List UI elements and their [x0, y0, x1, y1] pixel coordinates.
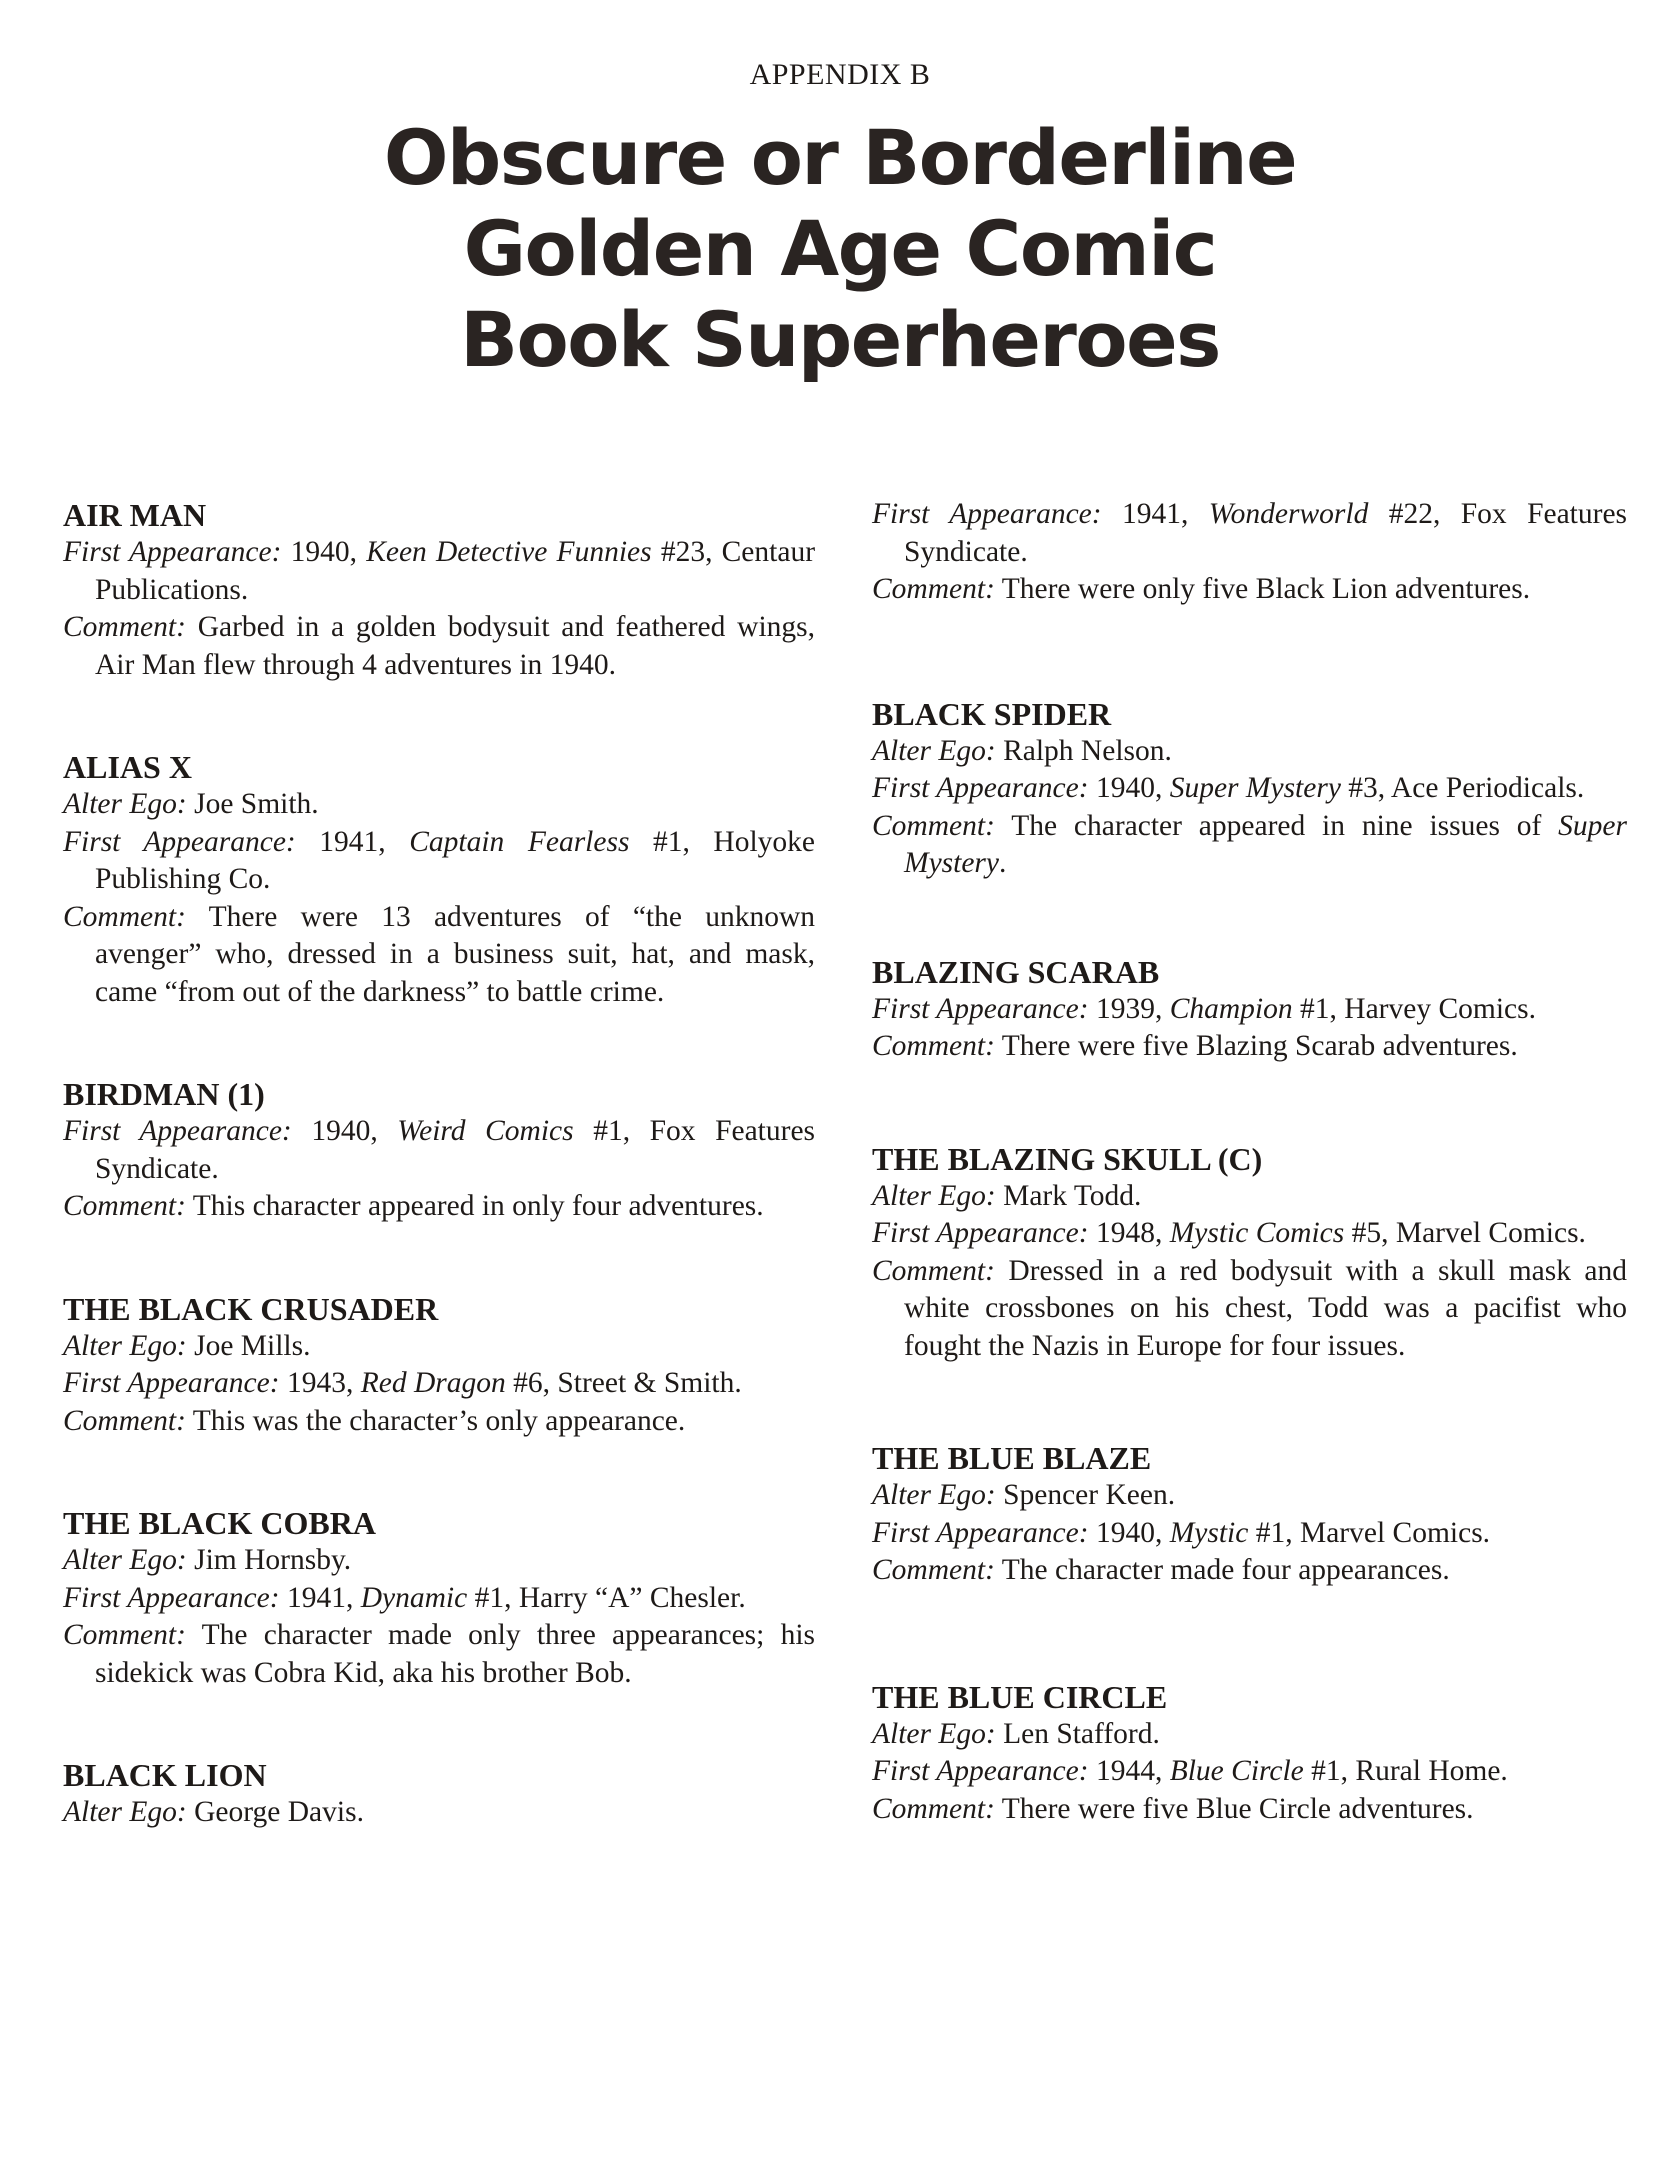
comment — [872, 1253, 1627, 1366]
first-appearance-title: Mystic Comics — [1169, 1217, 1345, 1249]
entry-birdman — [63, 1075, 815, 1226]
comment — [63, 1188, 815, 1226]
alter-ego — [872, 733, 1627, 771]
first-appearance-title: Weird Comics — [397, 1115, 574, 1147]
first-appearance-year: 1944, — [1095, 1755, 1163, 1787]
comment-label: Comment: — [63, 1190, 186, 1222]
entry-blazing-scarab — [872, 953, 1627, 1066]
comment-title: Super Mystery — [904, 809, 1627, 879]
alter-ego-label: Alter Ego: — [872, 1717, 996, 1750]
comment-punctuation: . — [999, 847, 1007, 879]
comment-label: Comment: — [63, 900, 186, 933]
entry-name: THE BLAZING SKULL (C) — [872, 1140, 1263, 1177]
comment-label: Comment: — [63, 611, 186, 643]
first-appearance-publisher: #3, Ace Periodicals. — [1348, 772, 1585, 804]
first-appearance-title: Blue Circle — [1169, 1755, 1304, 1787]
entry-name: ALIAS X — [63, 749, 192, 785]
first-appearance — [872, 496, 1627, 571]
first-appearance — [872, 1515, 1627, 1553]
first-appearance-publisher: #1, Rural Home. — [1311, 1755, 1508, 1787]
comment-text: The character appeared in nine issues of — [1011, 809, 1542, 842]
page-title — [0, 112, 1680, 385]
first-appearance — [63, 534, 815, 609]
first-appearance-publisher: #1, Holyoke Publishing Co. — [95, 825, 815, 895]
first-appearance-title: Wonderworld — [1208, 498, 1369, 530]
appendix-label: APPENDIX B — [749, 58, 931, 91]
alter-ego — [63, 1542, 815, 1580]
title-line-3: Book Superheroes — [460, 295, 1220, 384]
first-appearance-publisher: #1, Fox Features Syndicate. — [95, 1115, 816, 1185]
first-appearance-year: 1943, — [286, 1367, 354, 1399]
first-appearance-publisher: #1, Harry “A” Chesler. — [474, 1581, 746, 1614]
comment-text: This was the character’s only appearance. — [192, 1404, 686, 1437]
comment-text: There were five Blazing Scarab adventures. — [1001, 1030, 1518, 1062]
alter-ego — [872, 1716, 1627, 1754]
alter-ego — [63, 786, 815, 824]
first-appearance-year: 1941, — [1122, 498, 1189, 530]
comment-label: Comment: — [872, 1792, 995, 1825]
first-appearance-title: Super Mystery — [1169, 772, 1341, 804]
first-appearance-year: 1940, — [311, 1115, 378, 1147]
first-appearance-year: 1941, — [286, 1581, 354, 1614]
alter-ego — [872, 1477, 1627, 1515]
alter-ego-label: Alter Ego: — [63, 788, 187, 820]
first-appearance-year: 1940, — [1095, 772, 1163, 804]
comment-text: The character made only three appearances; his sidekick was Cobra Kid, aka his brother Bob. — [95, 1619, 816, 1689]
alter-ego — [63, 1328, 815, 1366]
alter-ego — [872, 1178, 1627, 1216]
first-appearance-year: 1940, — [1095, 1516, 1163, 1549]
entry-name: THE BLACK CRUSADER — [63, 1290, 439, 1327]
first-appearance-label: First Appearance: — [63, 1581, 280, 1614]
first-appearance-publisher: #1, Harvey Comics. — [1300, 992, 1536, 1025]
first-appearance-publisher: #6, Street & Smith. — [513, 1367, 742, 1399]
comment-text: This character appeared in only four adventures. — [192, 1190, 764, 1222]
first-appearance-title: Champion — [1169, 992, 1293, 1025]
comment-label: Comment: — [872, 1554, 995, 1586]
alter-ego-label: Alter Ego: — [872, 1479, 996, 1511]
entry-name: THE BLUE BLAZE — [872, 1440, 1152, 1476]
alter-ego-label: Alter Ego: — [63, 1796, 187, 1828]
comment-text: The character made four appearances. — [1001, 1554, 1450, 1586]
first-appearance-year: 1948, — [1095, 1217, 1163, 1249]
entry-black-lion-continued — [872, 496, 1627, 609]
first-appearance-label: First Appearance: — [872, 498, 1102, 530]
alter-ego-value: Joe Smith. — [194, 788, 319, 820]
first-appearance-title: Keen Detective Funnies — [366, 536, 652, 568]
title-line-1: Obscure or Borderline — [383, 113, 1297, 202]
entry-name: BLAZING SCARAB — [872, 953, 1160, 990]
first-appearance-label: First Appearance: — [872, 772, 1089, 804]
entry-name: THE BLUE CIRCLE — [872, 1678, 1168, 1715]
alter-ego-value: Spencer Keen. — [1003, 1479, 1176, 1511]
first-appearance — [872, 991, 1627, 1029]
entry-alias-x — [63, 748, 815, 1011]
entry-air-man — [63, 496, 815, 684]
first-appearance-label: First Appearance: — [63, 536, 282, 568]
entry-name: BLACK SPIDER — [872, 695, 1112, 732]
alter-ego-label: Alter Ego: — [63, 1544, 187, 1576]
comment-text: There were only five Black Lion adventures. — [1001, 573, 1531, 605]
entry-blue-blaze — [872, 1439, 1627, 1590]
right-column — [872, 496, 1627, 1828]
comment — [872, 808, 1627, 883]
alter-ego-value: Mark Todd. — [1003, 1179, 1142, 1212]
comment-label: Comment: — [872, 809, 995, 842]
entry-name: BIRDMAN (1) — [63, 1076, 265, 1112]
alter-ego — [63, 1794, 815, 1832]
alter-ego-label: Alter Ego: — [872, 1179, 996, 1212]
comment-label: Comment: — [63, 1404, 186, 1437]
first-appearance-label: First Appearance: — [872, 1516, 1089, 1549]
comment-label: Comment: — [872, 1254, 995, 1287]
comment-text: Garbed in a golden bodysuit and feathered wings, Air Man flew through 4 adventures in 1940. — [95, 611, 816, 681]
comment-text: There were five Blue Circle adventures. — [1001, 1792, 1474, 1825]
first-appearance-label: First Appearance: — [63, 1115, 292, 1147]
left-column — [63, 496, 815, 1832]
comment — [872, 1791, 1627, 1829]
comment — [63, 1617, 815, 1692]
entry-black-spider — [872, 695, 1627, 883]
first-appearance-publisher: #5, Marvel Comics. — [1351, 1217, 1586, 1249]
entry-black-cobra — [63, 1504, 815, 1692]
first-appearance — [63, 824, 815, 899]
first-appearance — [872, 1753, 1627, 1791]
first-appearance-label: First Appearance: — [63, 825, 296, 858]
first-appearance-year: 1939, — [1095, 992, 1163, 1025]
alter-ego-label: Alter Ego: — [872, 734, 996, 767]
entry-blue-circle — [872, 1678, 1627, 1829]
comment — [63, 1403, 815, 1441]
first-appearance-publisher: #23, Centaur Publications. — [95, 536, 816, 606]
first-appearance — [63, 1113, 815, 1188]
entry-name: THE BLACK COBRA — [63, 1505, 376, 1541]
entry-name: AIR MAN — [63, 497, 207, 533]
alter-ego-label: Alter Ego: — [63, 1329, 187, 1362]
first-appearance-title: Red Dragon — [360, 1367, 506, 1399]
comment-label: Comment: — [63, 1619, 186, 1651]
entry-name: BLACK LION — [63, 1757, 267, 1793]
first-appearance-publisher: #22, Fox Features Syndicate. — [904, 498, 1628, 568]
first-appearance-label: First Appearance: — [872, 992, 1089, 1025]
title-line-2: Golden Age Comic — [463, 204, 1217, 293]
entry-black-crusader — [63, 1290, 815, 1441]
first-appearance — [872, 1215, 1627, 1253]
first-appearance-label: First Appearance: — [872, 1755, 1089, 1787]
comment — [872, 1028, 1627, 1066]
first-appearance-year: 1940, — [290, 536, 357, 568]
first-appearance-title: Mystic — [1169, 1516, 1249, 1549]
first-appearance-label: First Appearance: — [872, 1217, 1089, 1249]
comment-label: Comment: — [872, 573, 995, 605]
alter-ego-value: Len Stafford. — [1003, 1717, 1160, 1750]
first-appearance-year: 1941, — [319, 825, 386, 858]
comment-text: Dressed in a red bodysuit with a skull mask and white crossbones on his chest, Todd was a pacifist who fought the Nazis in Europe for four issues. — [904, 1254, 1627, 1362]
alter-ego-value: Joe Mills. — [194, 1329, 311, 1362]
alter-ego-value: George Davis. — [194, 1796, 364, 1828]
comment-label: Comment: — [872, 1030, 995, 1062]
first-appearance — [872, 770, 1627, 808]
first-appearance-label: First Appearance: — [63, 1367, 280, 1399]
comment — [63, 609, 815, 684]
first-appearance — [63, 1365, 815, 1403]
alter-ego-value: Jim Hornsby. — [194, 1544, 352, 1576]
comment — [872, 1552, 1627, 1590]
first-appearance — [63, 1580, 815, 1618]
entry-blazing-skull — [872, 1140, 1627, 1366]
alter-ego-value: Ralph Nelson. — [1003, 734, 1172, 767]
comment-text: There were 13 adventures of “the unknown avenger” who, dressed in a business suit, hat, and mask, came “from out of the darkness” to battle crime. — [95, 900, 815, 1008]
first-appearance-title: Captain Fearless — [409, 825, 630, 858]
entry-black-lion — [63, 1756, 815, 1832]
first-appearance-publisher: #1, Marvel Comics. — [1255, 1516, 1491, 1549]
comment — [872, 571, 1627, 609]
comment — [63, 899, 815, 1012]
first-appearance-title: Dynamic — [360, 1581, 468, 1614]
